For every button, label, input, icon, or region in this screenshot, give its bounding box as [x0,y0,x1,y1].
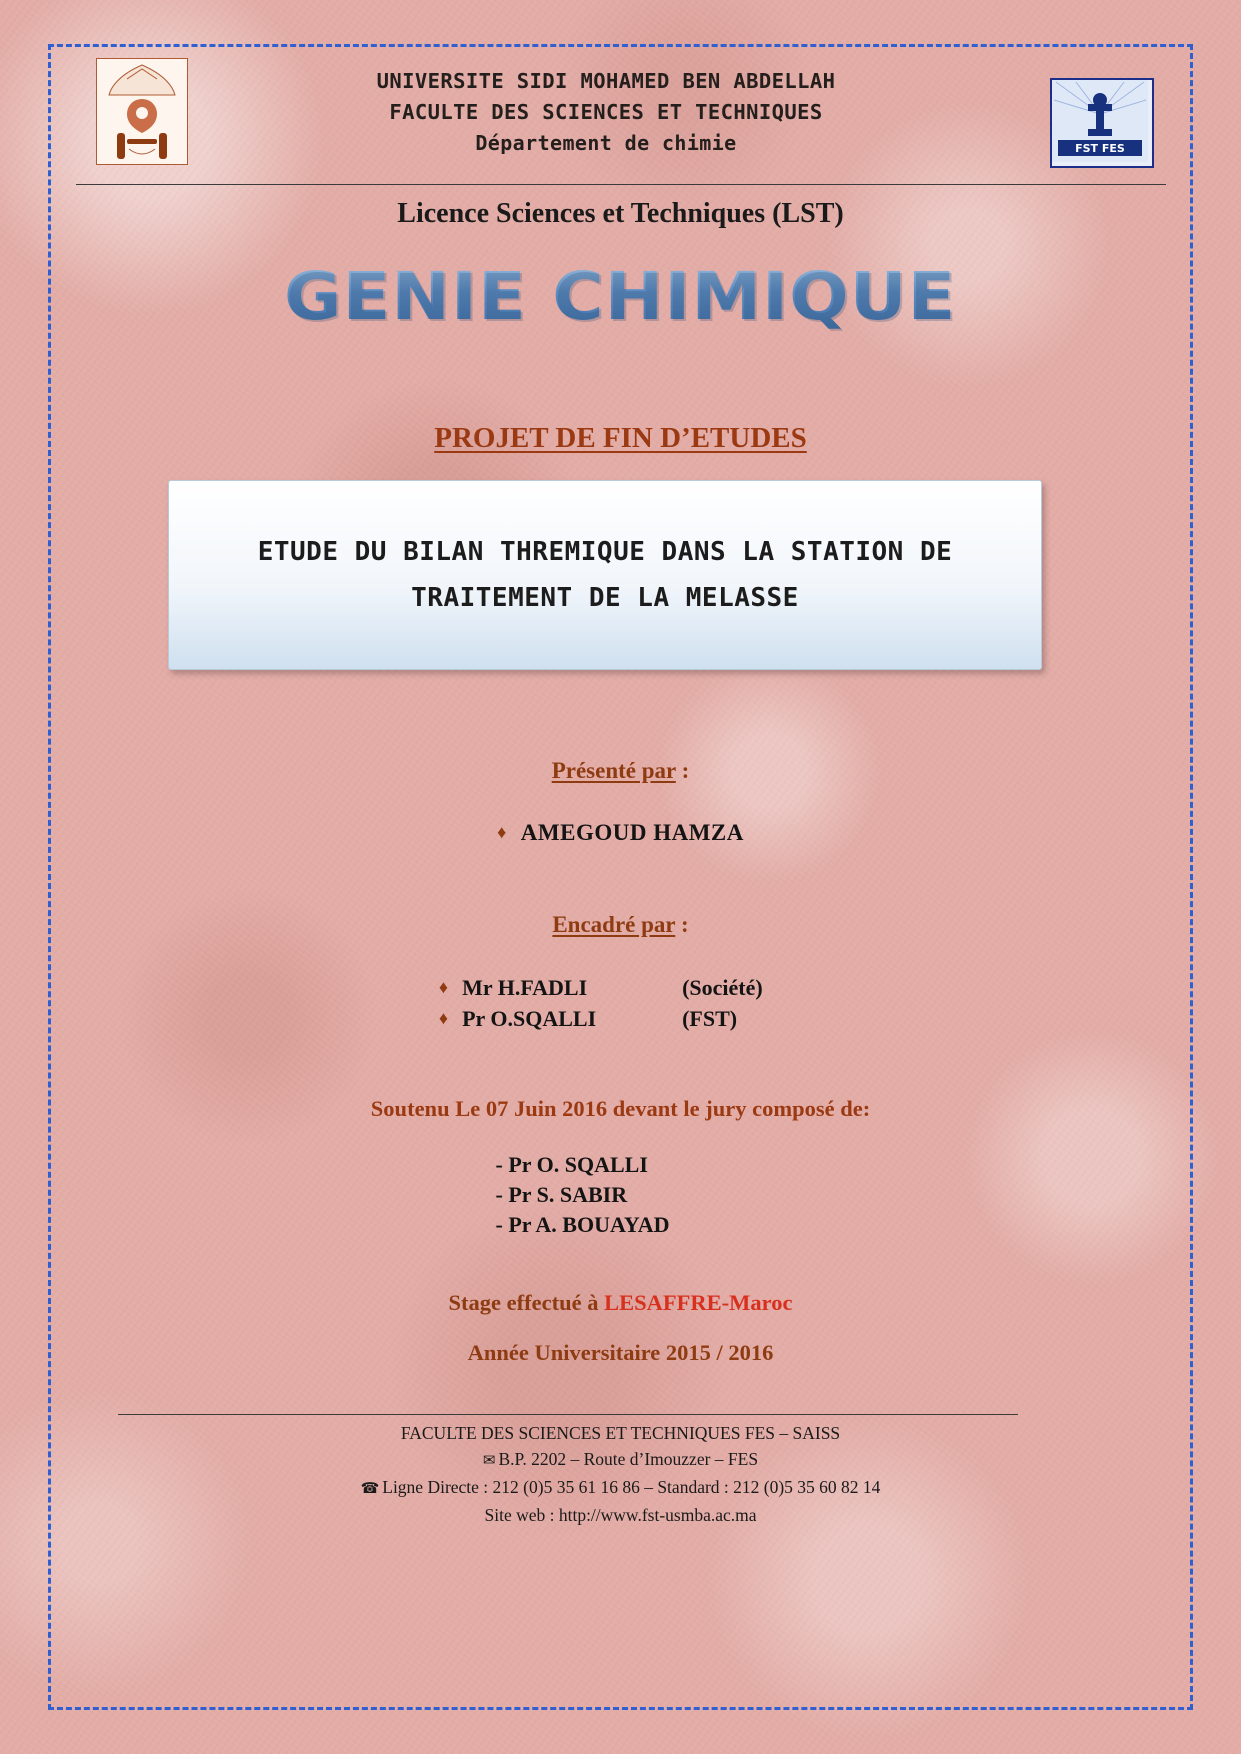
defense-date-line: Soutenu Le 07 Juin 2016 devant le jury composé de: [370,1096,871,1121]
footer-line-faculty: FACULTE DES SCIENCES ET TECHNIQUES FES – SAISS [400,1423,841,1443]
institution-heading [256,66,956,159]
svg-text:FST FES: FST FES [1075,142,1125,155]
project-type-heading [0,422,1241,455]
diamond-bullet-icon: ♦ [497,822,507,842]
footer-divider [118,1414,1018,1415]
jury-member: - Pr A. BOUAYAD [495,1212,670,1237]
footer-line-website: Site web : http://www.fst-usmba.ac.ma [484,1505,757,1525]
project-type-text: PROJET DE FIN D’ETUDES [434,422,807,454]
fst-fes-logo [1050,78,1154,168]
supervisor-org: (FST) [682,1006,738,1031]
footer-line-phone [0,1474,1241,1502]
header-divider [76,184,1166,185]
presented-by-label [0,758,1241,784]
degree-line: Licence Sciences et Techniques (LST) [397,198,844,229]
list-item [0,1003,1241,1034]
jury-member: - Pr O. SQALLI [495,1152,648,1177]
faculty-name: FACULTE DES SCIENCES ET TECHNIQUES [389,100,823,124]
jury-member: - Pr S. SABIR [495,1182,628,1207]
student-list [0,820,1241,846]
phone-icon: ☎ [360,1481,380,1497]
student-name: AMEGOUD HAMZA [520,820,744,845]
fst-fes-icon [1052,80,1148,162]
thesis-title-box [168,480,1042,670]
footer-address-text: B.P. 2202 – Route d’Imouzzer – FES [498,1449,759,1469]
page-footer [0,1420,1241,1528]
program-wordart-text: GENIE CHIMIQUE [284,258,957,335]
supervisor-name: Mr H.FADLI [462,975,588,1000]
department-name: Département de chimie [475,131,737,155]
supervisor-org: (Société) [682,975,763,1000]
jury-list [0,1150,1241,1240]
diamond-bullet-icon: ♦ [438,1008,449,1028]
thesis-title [232,529,979,621]
presented-by-colon: : [675,758,690,783]
diamond-bullet-icon: ♦ [438,977,449,997]
academic-year-line: Année Universitaire 2015 / 2016 [467,1340,774,1365]
university-crest-icon [97,59,187,164]
supervised-by-label [0,912,1241,938]
list-item [0,972,1241,1003]
supervisor-list [0,972,1241,1034]
list-item [0,1150,1241,1180]
footer-phone-text: Ligne Directe : 212 (0)5 35 61 16 86 – Standard : 212 (0)5 35 60 82 14 [382,1477,881,1497]
program-wordart [0,258,1241,335]
internship-company: LESAFFRE-Maroc [604,1290,793,1315]
list-item [0,1210,1241,1240]
document-header [76,56,1166,176]
supervisor-name: Pr O.SQALLI [462,1006,597,1031]
mail-icon: ✉ [482,1453,496,1469]
university-crest-logo [96,58,188,165]
list-item [0,1180,1241,1210]
footer-line-address [0,1446,1241,1474]
supervised-by-colon: : [675,912,689,937]
list-item [0,820,1241,846]
internship-prefix: Stage effectué à [448,1290,605,1315]
supervised-by-label-text: Encadré par [552,912,676,937]
thesis-title-line1: ETUDE DU BILAN THREMIQUE DANS LA STATION DE [257,537,953,567]
presented-by-label-text: Présenté par [551,758,676,783]
internship-line [0,1290,1241,1316]
university-name: UNIVERSITE SIDI MOHAMED BEN ABDELLAH [376,69,836,93]
thesis-title-line2: TRAITEMENT DE LA MELASSE [411,583,799,613]
